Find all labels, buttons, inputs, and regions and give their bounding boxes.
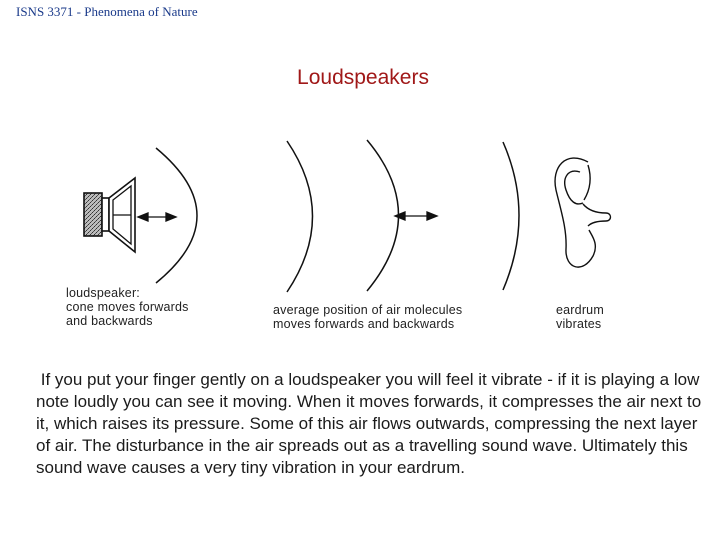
air-motion-arrow <box>395 212 437 220</box>
explanation-paragraph: If you put your finger gently on a loudspeaker you will feel it vibrate - if it is playing a low note loudly you can see it moving. When it moves forwards, it compresses the air next to it, which raises its pressure. Some of this air flows outwards, compressing the next layer of air. The disturbance in the air spreads out as a travelling sound wave. Ultimately this sound wave causes a very tiny vibration in your eardrum. <box>36 370 706 477</box>
loudspeaker-label-line1: loudspeaker: <box>66 286 140 300</box>
wavefront-2 <box>287 141 313 292</box>
page-title-text: Loudspeakers <box>297 66 429 89</box>
loudspeaker-label-line2: cone moves forwards <box>66 300 189 314</box>
air-label-line2: moves forwards and backwards <box>273 317 455 331</box>
eardrum-label-line2: vibrates <box>556 317 602 331</box>
course-header: ISNS 3371 - Phenomena of Nature <box>16 4 198 19</box>
speaker-motion-arrow <box>138 213 176 221</box>
eardrum-label-line1: eardrum <box>556 303 604 317</box>
air-label-line1: average position of air molecules <box>273 303 463 317</box>
wavefront-1 <box>156 148 197 283</box>
wavefront-3 <box>367 140 399 291</box>
wavefront-4 <box>503 142 519 290</box>
loudspeaker-icon <box>84 178 135 252</box>
wavefronts <box>156 140 519 292</box>
loudspeaker-label-line3: and backwards <box>66 314 153 328</box>
ear-icon <box>555 158 610 267</box>
